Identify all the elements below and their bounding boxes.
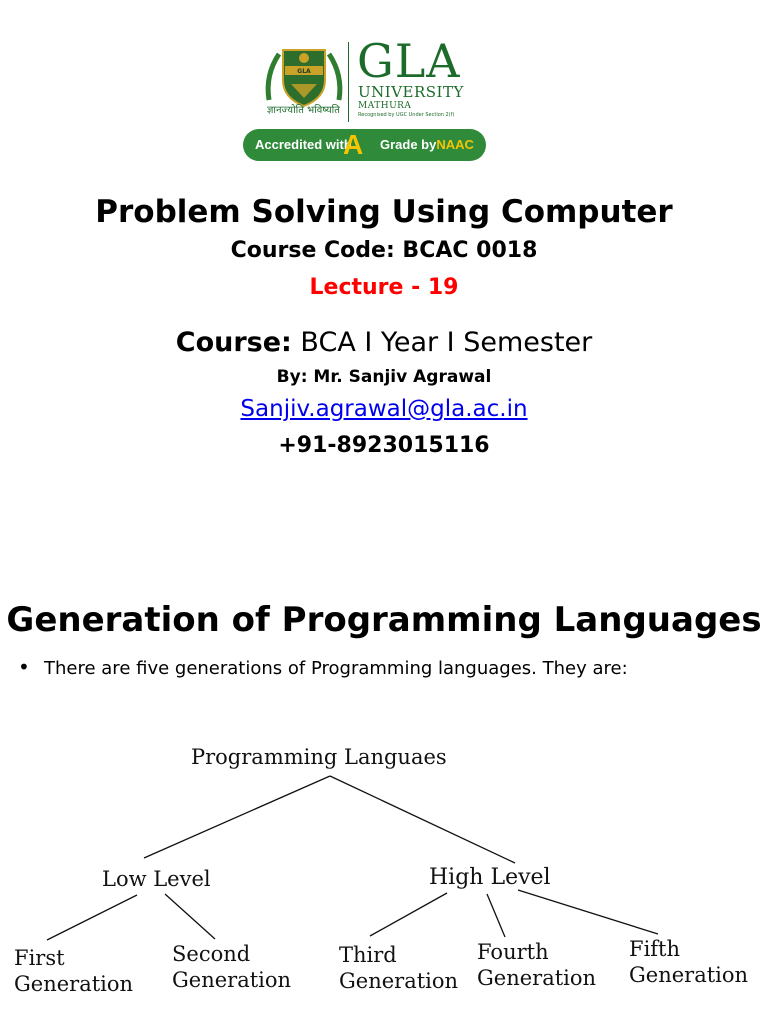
svg-text:GLA: GLA	[297, 68, 311, 75]
university-logo	[243, 34, 488, 163]
node-fourth-line1: Fourth	[477, 940, 549, 964]
bullet-item	[18, 655, 628, 679]
node-third-line1: Third	[339, 943, 397, 967]
bullet-dot-icon: •	[18, 655, 30, 679]
logo-divider	[348, 42, 349, 122]
course-title: Problem Solving Using Computer	[95, 194, 673, 230]
instructor-line: By: Mr. Sanjiv Agrawal	[276, 367, 492, 387]
node-first-line2: Generation	[14, 972, 134, 996]
university-recognition: Recognised by UGC Under Section 2(f)	[358, 112, 455, 118]
lecture-number: Lecture - 19	[309, 275, 459, 300]
course-code: Course Code: BCAC 0018	[230, 238, 538, 263]
accreditation-label: Accredited with	[255, 137, 352, 152]
university-name: GLA	[357, 34, 461, 88]
accreditation-body: NAAC	[436, 137, 474, 152]
node-fifth-line1: Fifth	[629, 937, 681, 961]
university-subname: UNIVERSITY	[358, 83, 464, 101]
node-low-level: Low Level	[102, 867, 211, 891]
section-title: Generation of Programming Languages	[6, 600, 762, 640]
instructor-phone: +91-8923015116	[278, 433, 490, 458]
accreditation-by-label: Grade by	[380, 137, 437, 152]
university-city: MATHURA	[358, 101, 412, 111]
edge-low-second	[165, 894, 215, 939]
university-emblem-icon	[261, 40, 347, 130]
node-fourth-line2: Generation	[477, 966, 597, 990]
accreditation-grade: A	[343, 129, 364, 160]
edge-root-high	[330, 776, 515, 863]
node-first-line1: First	[14, 946, 65, 970]
bullet-text: There are five generations of Programming languages. They are:	[44, 658, 628, 679]
course-line	[0, 327, 768, 358]
node-third-line2: Generation	[339, 969, 459, 993]
programming-languages-tree	[0, 730, 768, 1020]
accreditation-badge	[243, 129, 486, 161]
instructor-email-link[interactable]: Sanjiv.agrawal@gla.ac.in	[240, 396, 528, 422]
course-value: BCA I Year I Semester	[291, 327, 593, 358]
node-second-line1: Second	[172, 942, 251, 966]
course-label: Course:	[175, 327, 292, 358]
accreditation-by	[380, 137, 474, 152]
edge-low-first	[47, 895, 137, 940]
edge-high-third	[370, 893, 447, 936]
node-fifth-line2: Generation	[629, 963, 749, 987]
node-root: Programming Languaes	[191, 745, 447, 769]
node-second-line2: Generation	[172, 968, 292, 992]
logo-motto: ज्ञानज्योति भविष्यति	[267, 105, 340, 116]
edge-root-low	[144, 776, 330, 858]
edge-high-fourth	[487, 894, 505, 937]
edge-high-fifth	[518, 890, 658, 934]
node-high-level: High Level	[429, 865, 551, 890]
